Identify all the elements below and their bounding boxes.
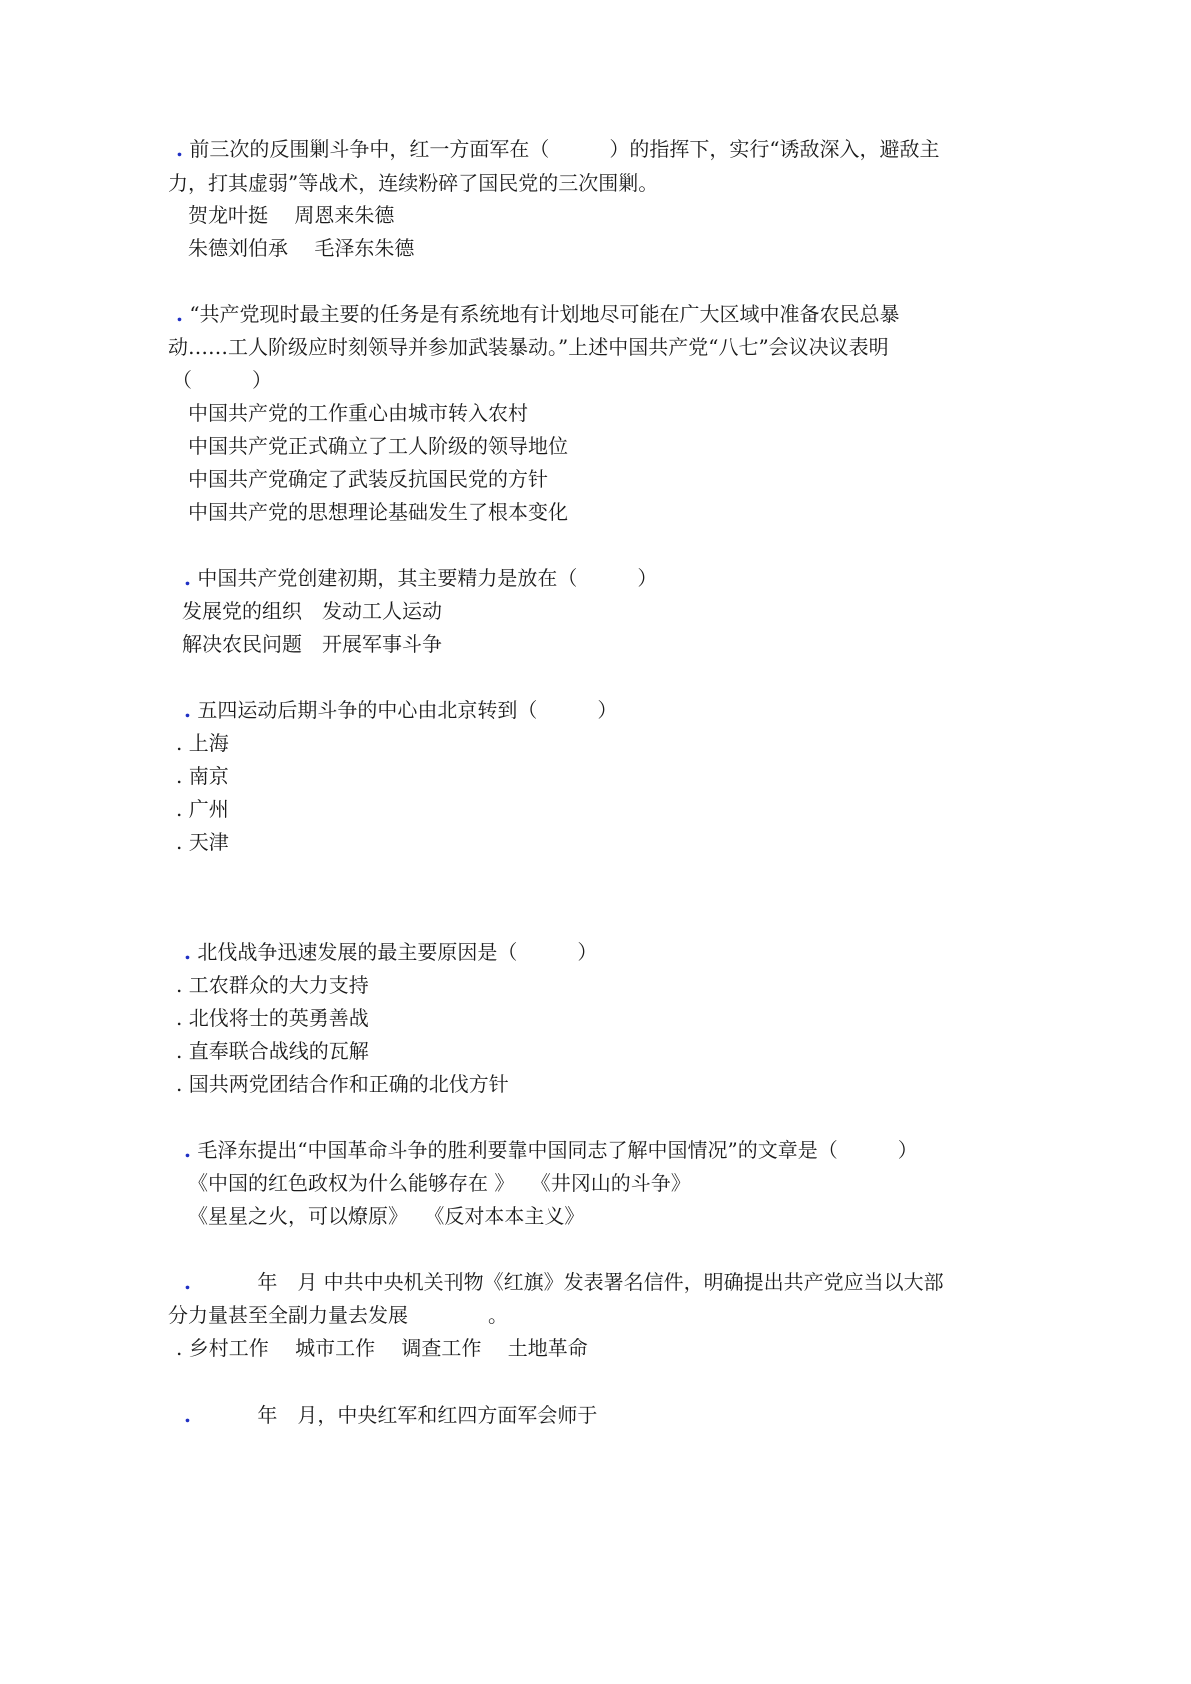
option-line: 朱德刘伯承 毛泽东朱德 <box>188 236 415 260</box>
question-marker: . <box>184 1270 191 1294</box>
question-marker: . <box>184 1138 191 1162</box>
question-text: 年 月，中央红军和红四方面军会师于 <box>197 1403 598 1427</box>
question-text-cont: 动……工人阶级应时刻领导并参加武装暴动。”上述中国共产党“八七”会议决议表明 <box>168 335 889 359</box>
option-line: . 广州 <box>176 797 229 821</box>
question-text: 中国共产党创建初期，其主要精力是放在（ ） <box>197 566 658 590</box>
option-line: 发展党的组织 发动工人运动 <box>182 599 442 623</box>
question-marker: . <box>176 302 183 326</box>
option-line: 中国共产党的工作重心由城市转入农村 <box>188 401 528 425</box>
question-3 <box>184 566 657 590</box>
question-text: 北伐战争迅速发展的最主要原因是（ ） <box>197 940 598 964</box>
question-marker: . <box>184 940 191 964</box>
question-marker: . <box>184 1403 191 1427</box>
question-8 <box>184 1403 597 1427</box>
question-7 <box>184 1270 944 1294</box>
option-line: 贺龙叶挺 周恩来朱德 <box>188 203 395 227</box>
question-marker: . <box>184 698 191 722</box>
option-line: . 上海 <box>176 731 229 755</box>
question-text-cont: 力，打其虚弱”等战术，连续粉碎了国民党的三次围剿。 <box>168 171 659 195</box>
question-text: 毛泽东提出“中国革命斗争的胜利要靠中国同志了解中国情况”的文章是（ ） <box>197 1138 918 1162</box>
question-text: “共产党现时最主要的任务是有系统地有计划地尽可能在广大区域中准备农民总暴 <box>189 302 900 326</box>
option-line: 《星星之火，可以燎原》 《反对本本主义》 <box>188 1204 585 1228</box>
option-line: . 北伐将士的英勇善战 <box>176 1006 369 1030</box>
question-text: 前三次的反围剿斗争中，红一方面军在（ ）的指挥下，实行“诱敌深入，避敌主 <box>189 137 940 161</box>
question-text: 年 月 中共中央机关刊物《红旗》发表署名信件，明确提出共产党应当以大部 <box>197 1270 944 1294</box>
question-text-cont: 分力量甚至全副力量去发展 。 <box>168 1303 508 1327</box>
question-text: 五四运动后期斗争的中心由北京转到（ ） <box>197 698 618 722</box>
option-line: 解决农民问题 开展军事斗争 <box>182 632 442 656</box>
option-line: 《中国的红色政权为什么能够存在 》 《井冈山的斗争》 <box>188 1171 691 1195</box>
option-line: . 南京 <box>176 764 229 788</box>
option-line: 中国共产党的思想理论基础发生了根本变化 <box>188 500 568 524</box>
question-marker: . <box>176 137 183 161</box>
question-4 <box>184 698 617 722</box>
question-2 <box>176 302 900 326</box>
question-6 <box>184 1138 918 1162</box>
option-line: . 直奉联合战线的瓦解 <box>176 1039 369 1063</box>
option-line: 中国共产党确定了武装反抗国民党的方针 <box>188 467 548 491</box>
option-line: . 乡村工作 城市工作 调查工作 土地革命 <box>176 1336 588 1360</box>
question-text-cont: （ ） <box>172 368 272 392</box>
option-line: 中国共产党正式确立了工人阶级的领导地位 <box>188 434 568 458</box>
option-line: . 天津 <box>176 830 229 854</box>
option-line: . 国共两党团结合作和正确的北伐方针 <box>176 1072 509 1096</box>
option-line: . 工农群众的大力支持 <box>176 973 369 997</box>
question-5 <box>184 940 597 964</box>
question-1 <box>176 137 940 161</box>
question-marker: . <box>184 566 191 590</box>
